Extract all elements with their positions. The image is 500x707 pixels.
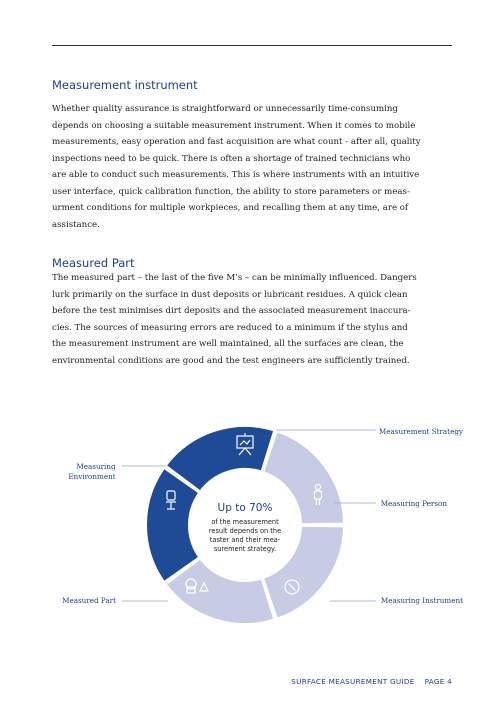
center-title: Up to 70% xyxy=(217,502,273,514)
label-measured-part: Measured Part xyxy=(62,596,116,605)
text-line: the measurement instrument are well maintained, all the surfaces are clean, the xyxy=(52,339,404,349)
center-line: surement strategy. xyxy=(213,545,277,553)
text-line: assistance. xyxy=(52,219,100,230)
text-line: The measured part – the last of the five M’s – can be minimally influenced. Dangers xyxy=(52,273,417,283)
text-line: depends on choosing a suitable measurement instrument. When it comes to mobile xyxy=(52,120,416,131)
section-heading-measurement-instrument: Measurement instrument xyxy=(52,78,198,92)
center-line: result depends on the xyxy=(208,527,282,535)
center-line: taster and their mea- xyxy=(209,536,281,544)
text-line: inspections need to be quick. There is often a shortage of trained technicians who xyxy=(52,153,411,164)
text-line: lurk primarily on the surface in dust deposits or lubricant residues. A quick clean xyxy=(52,289,408,300)
text-line: measurements, easy operation and fast acquisition are what count - after all, quality xyxy=(52,137,421,147)
footer xyxy=(281,677,452,686)
text-line: urment conditions for multiple workpieces, and recalling them at any time, are of xyxy=(52,203,409,213)
text-line: are able to conduct such measurements. This is where instruments with an intuitive xyxy=(52,170,420,180)
footer-title: SURFACE MEASUREMENT GUIDE xyxy=(291,677,415,686)
label-measurement-strategy: Measurement Strategy xyxy=(378,427,463,436)
label-measuring-environment: Environment xyxy=(68,472,116,481)
text-line: user interface, quick calibration function, the ability to store parameters or meas- xyxy=(52,186,410,197)
center-line: of the measurement xyxy=(211,518,279,526)
label-measuring-person: Measuring Person xyxy=(380,499,447,508)
label-measuring-instrument: Measuring Instrument xyxy=(380,596,463,605)
section-heading-measured-part: Measured Part xyxy=(52,256,135,270)
text-line: environmental conditions are good and the test engineers are sufficiently trained. xyxy=(52,355,410,366)
label-measuring-environment: Measuring xyxy=(76,462,116,471)
text-line: before the test minimises dirt deposits and the associated measurement inaccura- xyxy=(52,306,411,316)
footer-page-number: PAGE 4 xyxy=(424,677,452,686)
text-line: Whether quality assurance is straightforward or unnecessarily time-consuming xyxy=(52,104,398,114)
text-line: cies. The sources of measuring errors are reduced to a minimum if the stylus and xyxy=(52,322,408,333)
